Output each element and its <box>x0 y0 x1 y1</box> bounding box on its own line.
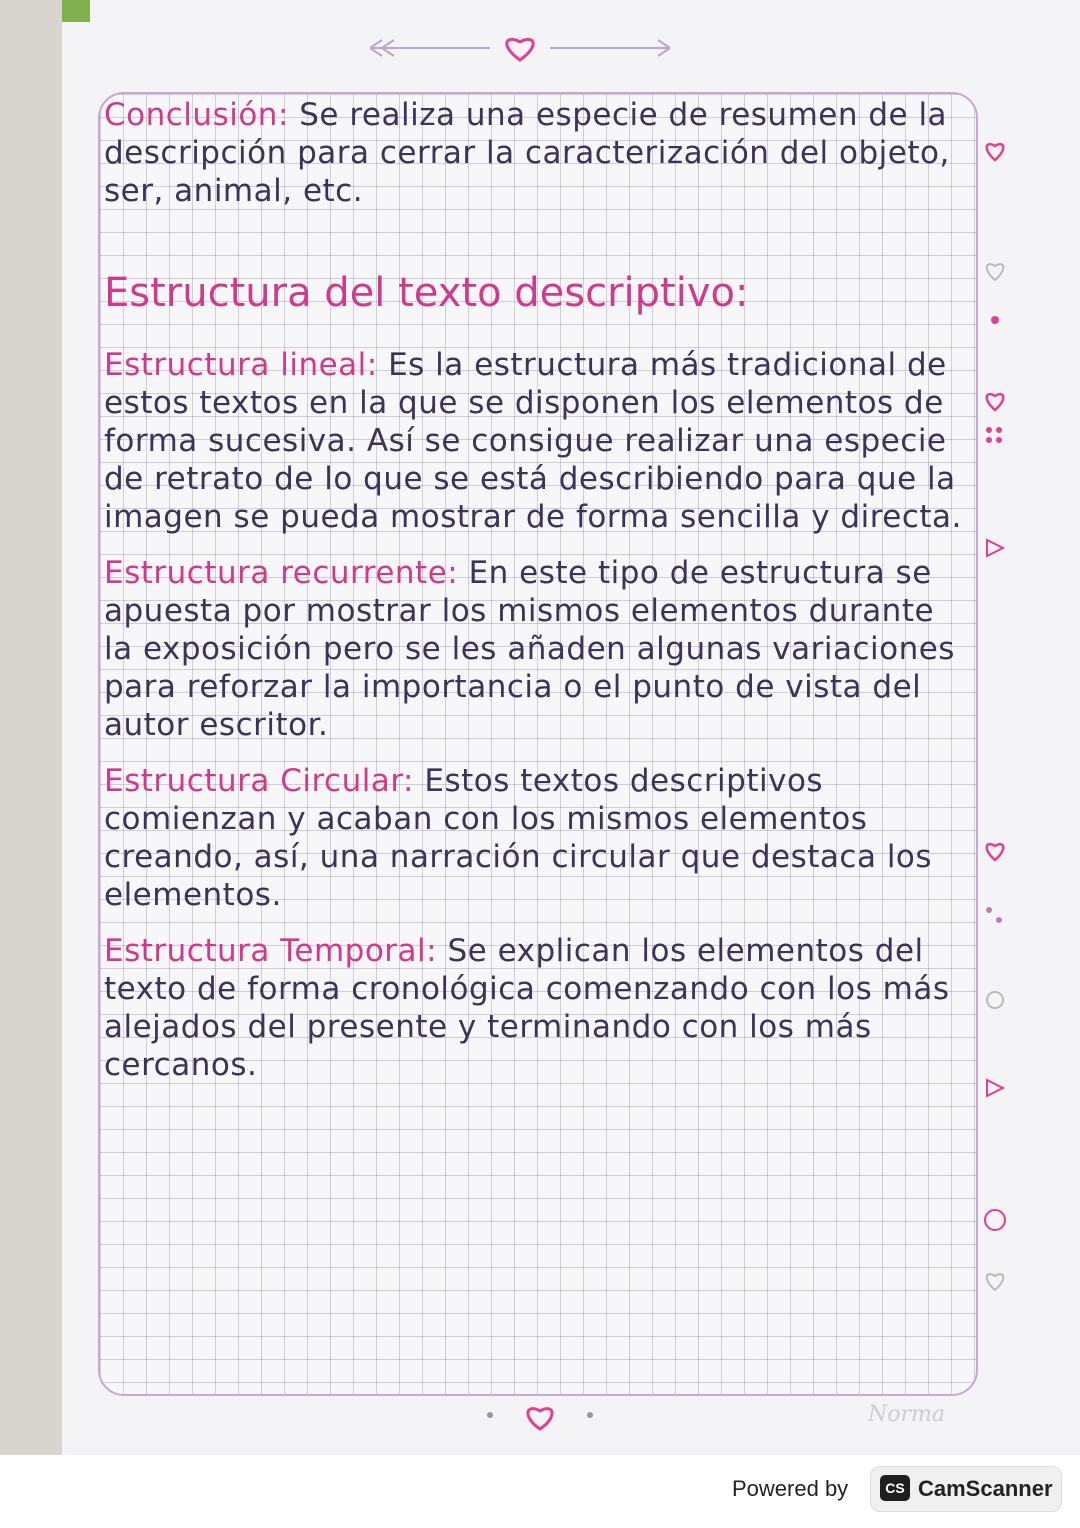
camscanner-name: CamScanner <box>918 1476 1053 1501</box>
section-lineal <box>104 346 970 536</box>
notebook-brand-logo: Norma <box>868 1402 945 1427</box>
section-recurrente <box>104 554 970 744</box>
section-lineal-text: Es la estructura más tradicional de estos textos en la que se disponen los elementos de forma sucesiva. Así se consigue realizar una especie de retrato de lo que se está describiendo para que la imagen se pueda mostrar de forma sencilla y directa. <box>104 347 962 535</box>
section-temporal <box>104 932 970 1084</box>
bottom-heart-doodle-icon <box>470 1395 610 1435</box>
section-circular <box>104 762 970 914</box>
section-recurrente-text: En este tipo de estructura se apuesta por mostrar los mismos elementos durante la exposición pero se les añaden algunas variaciones para reforzar la importancia o el punto de vista del autor escritor. <box>104 555 955 743</box>
camscanner-logo-icon: CS <box>880 1475 910 1501</box>
side-doodles-icon <box>975 120 1015 1360</box>
conclusion-paragraph <box>104 96 970 210</box>
structure-heading: Estructura del texto descriptivo: <box>104 270 749 316</box>
conclusion-text: Se realiza una especie de resumen de la descripción para cerrar la caracterización del objeto, ser, animal, etc. <box>104 97 950 209</box>
section-temporal-text: Se explican los elementos del texto de forma cronológica comenzando con los más alejados del presente y terminando con los más cercanos. <box>104 933 950 1083</box>
section-recurrente-label: Estructura recurrente: <box>104 555 459 591</box>
section-temporal-label: Estructura Temporal: <box>104 933 438 969</box>
powered-by-text: Powered by <box>732 1476 849 1501</box>
arrow-heart-doodle-icon <box>360 28 680 68</box>
conclusion-label: Conclusión: <box>104 97 289 133</box>
section-circular-text: Estos textos descriptivos comienzan y acaban con los mismos elementos creando, así, una narración circular que destaca los elementos. <box>104 763 933 913</box>
section-circular-label: Estructura Circular: <box>104 763 414 799</box>
section-lineal-label: Estructura lineal: <box>104 347 378 383</box>
handwritten-notes <box>104 96 970 1084</box>
green-corner <box>62 0 90 22</box>
